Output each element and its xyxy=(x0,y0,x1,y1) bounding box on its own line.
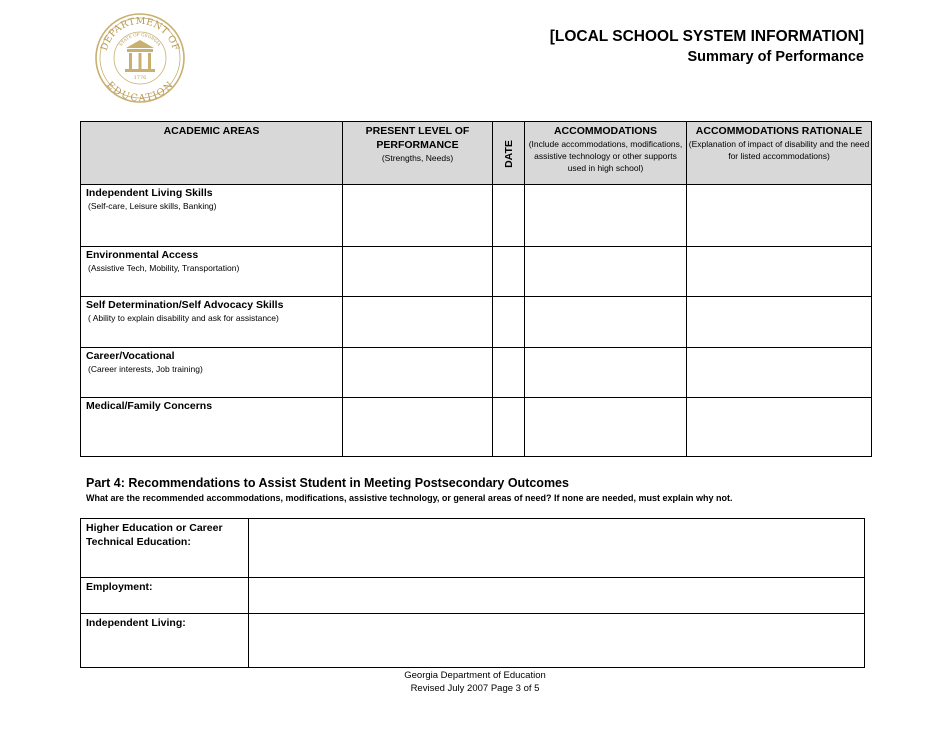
area-title: Environmental Access xyxy=(86,249,199,261)
header-date: DATE xyxy=(493,122,525,185)
seal-bottom-text: EDUCATION xyxy=(104,79,176,104)
seal-inner-text: STATE OF GEORGIA xyxy=(118,31,162,47)
rationale-cell[interactable] xyxy=(687,185,872,247)
area-title: Medical/Family Concerns xyxy=(86,400,213,412)
header-accommodations-sub: (Include accommodations, modifications, assistive technology or other supports used in high school) xyxy=(528,139,683,173)
seal-year: 1776 xyxy=(133,75,147,81)
table-row xyxy=(81,398,872,457)
area-cell xyxy=(81,398,343,457)
seal-top-text: DEPARTMENT OF xyxy=(98,15,182,53)
table-row xyxy=(81,297,872,348)
table-row xyxy=(81,614,865,668)
header-rationale-sub: (Explanation of impact of disability and the need for listed accommodations) xyxy=(688,139,870,161)
area-title: Independent Living Skills xyxy=(86,187,213,199)
date-cell[interactable] xyxy=(493,398,525,457)
recommendation-label: Independent Living: xyxy=(81,614,249,668)
present-level-cell[interactable] xyxy=(343,297,493,348)
part4-question: What are the recommended accommodations, modifications, assistive technology, or general areas of need? If none are needed, must explain why not. xyxy=(86,493,733,503)
local-school-system-title: [LOCAL SCHOOL SYSTEM INFORMATION] xyxy=(549,28,864,45)
header-accommodations: ACCOMMODATIONS (Include accommodations, modifications, assistive technology or other supports used in high school) xyxy=(525,122,687,185)
summary-of-performance-title: Summary of Performance xyxy=(687,49,864,65)
recommendation-entry-cell[interactable] xyxy=(249,614,865,668)
area-cell xyxy=(81,247,343,297)
table-row xyxy=(81,348,872,398)
header-accommodations-rationale: ACCOMMODATIONS RATIONALE (Explanation of impact of disability and the need for listed accommodations) xyxy=(687,122,872,185)
date-cell[interactable] xyxy=(493,247,525,297)
accommodations-cell[interactable] xyxy=(525,398,687,457)
date-cell[interactable] xyxy=(493,348,525,398)
accommodations-cell[interactable] xyxy=(525,185,687,247)
document-header xyxy=(550,27,864,67)
area-title: Career/Vocational xyxy=(86,350,175,362)
area-cell xyxy=(81,297,343,348)
rationale-cell[interactable] xyxy=(687,348,872,398)
accommodations-cell[interactable] xyxy=(525,247,687,297)
table-row xyxy=(81,185,872,247)
area-cell xyxy=(81,185,343,247)
present-level-cell[interactable] xyxy=(343,348,493,398)
recommendation-entry-cell[interactable] xyxy=(249,578,865,614)
rationale-cell[interactable] xyxy=(687,398,872,457)
present-level-cell[interactable] xyxy=(343,185,493,247)
area-subtitle: (Career interests, Job training) xyxy=(88,364,203,374)
recommendation-label: Employment: xyxy=(81,578,249,614)
recommendation-label: Higher Education or Career Technical Education: xyxy=(81,519,249,578)
header-present-level-sub: (Strengths, Needs) xyxy=(381,153,454,163)
present-level-cell[interactable] xyxy=(343,247,493,297)
date-cell[interactable] xyxy=(493,297,525,348)
svg-text:EDUCATION xyxy=(104,80,175,104)
page-footer xyxy=(0,669,950,695)
academic-areas-table xyxy=(80,121,872,457)
footer-revision-page: Revised July 2007 Page 3 of 5 xyxy=(410,683,540,694)
area-cell xyxy=(81,348,343,398)
date-cell[interactable] xyxy=(493,185,525,247)
area-title: Self Determination/Self Advocacy Skills xyxy=(86,299,284,311)
rationale-cell[interactable] xyxy=(687,247,872,297)
table-row xyxy=(81,247,872,297)
part4-section xyxy=(86,475,733,505)
georgia-doe-seal-icon xyxy=(94,12,186,104)
header-present-level: PRESENT LEVEL OF PERFORMANCE (Strengths, Needs) xyxy=(343,122,493,185)
accommodations-cell[interactable] xyxy=(525,348,687,398)
header-academic-areas: ACADEMIC AREAS xyxy=(81,122,343,185)
present-level-cell[interactable] xyxy=(343,398,493,457)
table-row xyxy=(81,519,865,578)
table-header-row xyxy=(81,122,872,185)
recommendation-entry-cell[interactable] xyxy=(249,519,865,578)
area-subtitle: (Self-care, Leisure skills, Banking) xyxy=(88,201,217,211)
table-row xyxy=(81,578,865,614)
area-subtitle: ( Ability to explain disability and ask for assistance) xyxy=(88,313,279,323)
accommodations-cell[interactable] xyxy=(525,297,687,348)
part4-title: Part 4: Recommendations to Assist Student in Meeting Postsecondary Outcomes xyxy=(86,476,569,490)
area-subtitle: (Assistive Tech, Mobility, Transportation) xyxy=(88,263,240,273)
footer-organization: Georgia Department of Education xyxy=(404,670,546,681)
recommendations-table xyxy=(80,518,865,668)
rationale-cell[interactable] xyxy=(687,297,872,348)
